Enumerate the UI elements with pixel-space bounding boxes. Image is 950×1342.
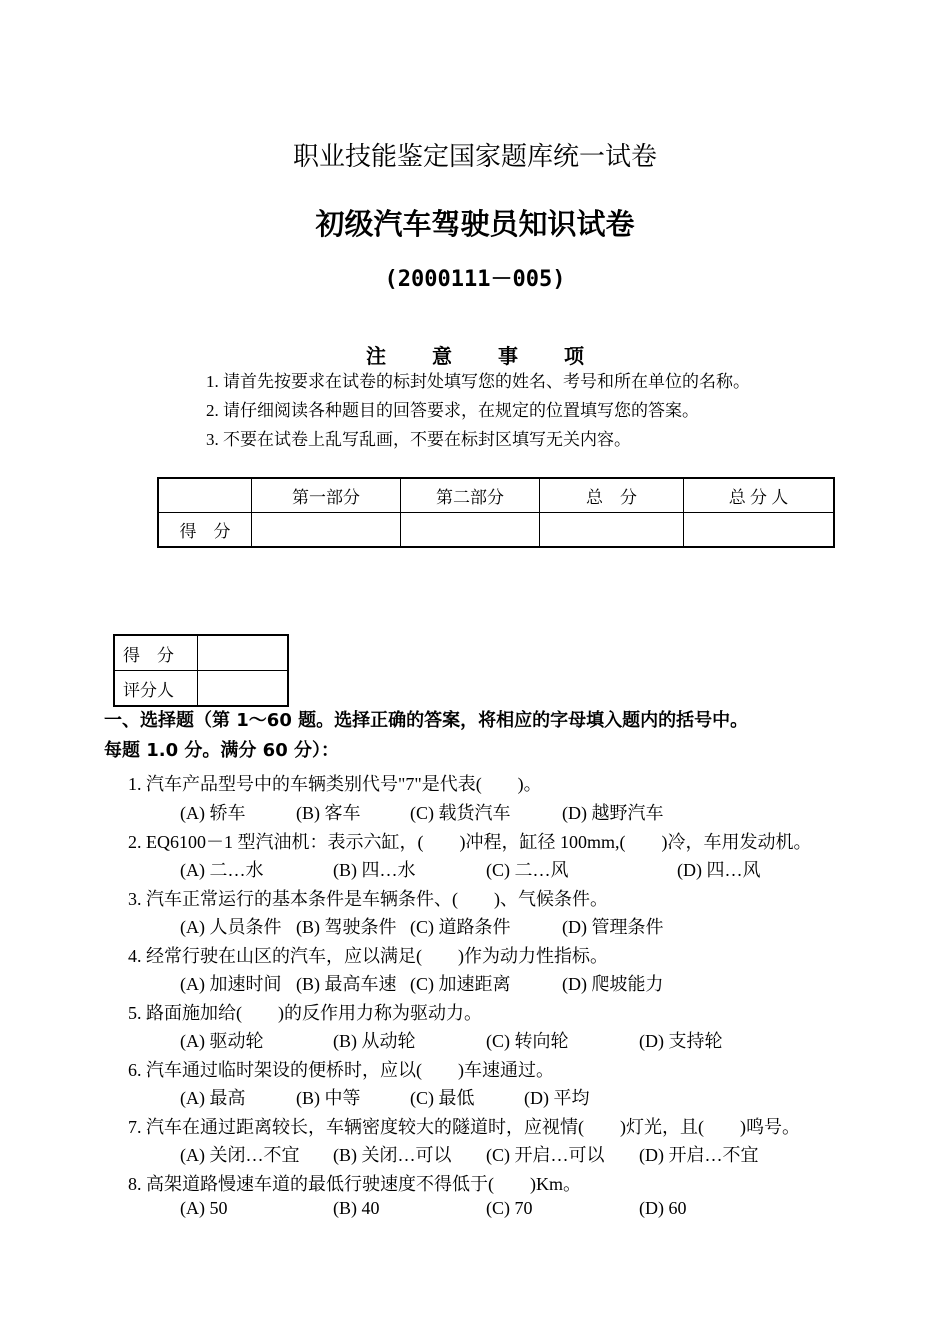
option: (D) 爬坡能力 <box>562 974 664 994</box>
table-header-cell: 总 分 人 <box>684 478 835 513</box>
option: (B) 关闭…可以 <box>333 1145 452 1165</box>
question-text: 6. 汽车通过临时架设的便桥时，应以( )车速通过。 <box>128 1060 554 1080</box>
option: (C) 70 <box>486 1198 533 1218</box>
option: (B) 中等 <box>296 1088 361 1108</box>
notice-heading-char: 事 <box>498 344 518 368</box>
table-row-label: 得 分 <box>114 635 198 671</box>
notice-heading-char: 意 <box>432 344 452 368</box>
option: (B) 四…水 <box>333 860 416 880</box>
notice-item: 1. 请首先按要求在试卷的标封处填写您的姓名、考号和所在单位的名称。 <box>206 372 750 391</box>
notice-heading-char: 项 <box>564 344 584 368</box>
question-text: 4. 经常行驶在山区的汽车，应以满足( )作为动力性指标。 <box>128 946 608 966</box>
option: (B) 从动轮 <box>333 1031 416 1051</box>
score-cell[interactable] <box>540 513 684 548</box>
option: (A) 二…水 <box>180 860 264 880</box>
option: (C) 二…风 <box>486 860 569 880</box>
question-text: 5. 路面施加给( )的反作用力称为驱动力。 <box>128 1003 482 1023</box>
section-heading-line: 每题 1.0 分。满分 60 分）： <box>104 740 340 761</box>
option: (A) 加速时间 <box>180 974 282 994</box>
question-text: 1. 汽车产品型号中的车辆类别代号"7"是代表( )。 <box>128 774 542 794</box>
option: (B) 驾驶条件 <box>296 917 397 937</box>
option: (D) 60 <box>639 1198 687 1218</box>
table-row-label: 评分人 <box>114 671 198 707</box>
table-row-label: 得 分 <box>158 513 252 548</box>
option: (D) 支持轮 <box>639 1031 723 1051</box>
option: (B) 40 <box>333 1198 380 1218</box>
option: (A) 人员条件 <box>180 917 282 937</box>
notice-heading <box>366 340 630 369</box>
question-text: 2. EQ6100－1 型汽油机：表示六缸，( )冲程，缸径 100mm,( )冷，车用发动机。 <box>128 832 812 852</box>
table-row <box>158 513 834 548</box>
score-cell[interactable] <box>198 671 289 707</box>
option: (B) 客车 <box>296 803 361 823</box>
option: (C) 最低 <box>410 1088 475 1108</box>
option: (C) 道路条件 <box>410 917 511 937</box>
table-row <box>114 635 288 671</box>
exam-code: (2000111－005) <box>384 267 566 292</box>
question-text: 3. 汽车正常运行的基本条件是车辆条件、( )、气候条件。 <box>128 889 608 909</box>
notice-item: 3. 不要在试卷上乱写乱画，不要在标封区填写无关内容。 <box>206 430 631 449</box>
question-text: 7. 汽车在通过距离较长，车辆密度较大的隧道时，应视情( )灯光，且( )鸣号。 <box>128 1117 800 1137</box>
option: (D) 四…风 <box>677 860 761 880</box>
table-header-cell <box>158 478 252 513</box>
table-header-cell: 第二部分 <box>401 478 540 513</box>
option: (C) 载货汽车 <box>410 803 511 823</box>
option: (C) 开启…可以 <box>486 1145 605 1165</box>
option: (C) 加速距离 <box>410 974 511 994</box>
section-heading <box>104 706 864 766</box>
option: (C) 转向轮 <box>486 1031 569 1051</box>
option: (A) 最高 <box>180 1088 246 1108</box>
score-summary-table <box>157 477 835 548</box>
section-heading-line: 一、选择题（第 1～60 题。选择正确的答案，将相应的字母填入题内的括号中。 <box>104 710 749 731</box>
option: (D) 平均 <box>524 1088 590 1108</box>
score-cell[interactable] <box>684 513 835 548</box>
option: (D) 管理条件 <box>562 917 664 937</box>
option: (A) 驱动轮 <box>180 1031 264 1051</box>
option: (D) 越野汽车 <box>562 803 664 823</box>
notice-item: 2. 请仔细阅读各种题目的回答要求，在规定的位置填写您的答案。 <box>206 401 699 420</box>
option: (A) 轿车 <box>180 803 246 823</box>
table-header-cell: 第一部分 <box>252 478 401 513</box>
option: (B) 最高车速 <box>296 974 397 994</box>
option: (A) 50 <box>180 1198 228 1218</box>
table-row <box>158 478 834 513</box>
notice-heading-char: 注 <box>366 344 386 368</box>
score-cell[interactable] <box>198 635 289 671</box>
table-row <box>114 671 288 707</box>
exam-title: 初级汽车驾驶员知识试卷 <box>315 207 635 241</box>
exam-series-title: 职业技能鉴定国家题库统一试卷 <box>292 142 657 172</box>
section-score-table <box>113 634 289 707</box>
table-header-cell: 总 分 <box>540 478 684 513</box>
option: (A) 关闭…不宜 <box>180 1145 300 1165</box>
question-text: 8. 高架道路慢速车道的最低行驶速度不得低于( )Km。 <box>128 1174 581 1194</box>
score-cell[interactable] <box>401 513 540 548</box>
option: (D) 开启…不宜 <box>639 1145 759 1165</box>
score-cell[interactable] <box>252 513 401 548</box>
